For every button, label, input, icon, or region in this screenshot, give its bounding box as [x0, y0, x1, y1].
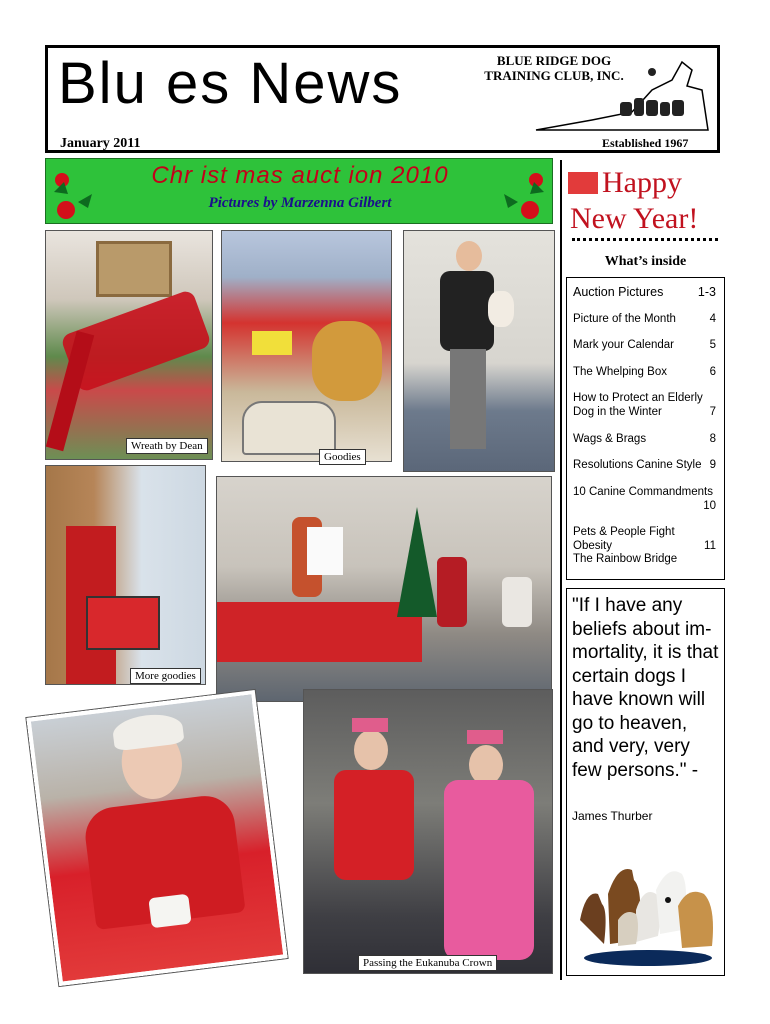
toc-title: Picture of the Month	[573, 313, 676, 325]
photo-wreath	[45, 230, 213, 460]
toc-title: Mark your Calendar	[573, 339, 674, 351]
dotted-separator	[572, 238, 718, 241]
dogs-group-icon	[574, 850, 722, 970]
toc-item	[573, 338, 716, 352]
toc-item	[573, 432, 716, 446]
caption-goodies: Goodies	[319, 449, 366, 465]
toc-page: 4	[709, 313, 716, 325]
toc-page: 6	[709, 366, 716, 378]
toc-item	[573, 485, 716, 513]
column-divider	[560, 160, 562, 980]
toc-page: 11	[704, 540, 716, 552]
toc-title: Resolutions Canine Style	[573, 459, 702, 471]
toc-page: 1-3	[697, 285, 716, 299]
toc-item	[573, 312, 716, 326]
quote-author: James Thurber	[572, 809, 653, 823]
toc-title: The Rainbow Bridge	[573, 553, 678, 565]
toc-title: Pets & People Fight Obesity	[573, 526, 675, 552]
quote-text: "If I have any beliefs about im-mortality, it is that certain dogs I have known will go to heaven, and very, very few persons." -	[572, 595, 719, 781]
photo-woman-with-toy	[403, 230, 555, 472]
toc-item	[573, 365, 716, 379]
photo-older-woman	[26, 690, 287, 986]
toc-page: 10	[703, 500, 716, 512]
new-year-text: Happy	[602, 166, 682, 199]
toc-item	[573, 525, 716, 553]
happy-new-year-graphic	[566, 164, 722, 236]
toc-item	[573, 391, 716, 419]
caption-more-goodies: More goodies	[130, 668, 201, 684]
caption-wreath: Wreath by Dean	[126, 438, 208, 454]
svg-text:New Year!: New Year!	[570, 202, 699, 235]
table-of-contents	[566, 277, 725, 580]
toc-page: 7	[709, 406, 716, 418]
toc-item	[573, 285, 716, 299]
toc-title: 10 Canine Commandments	[573, 486, 713, 498]
photo-goodies	[221, 230, 392, 462]
toc-title: Wags & Brags	[573, 433, 647, 445]
photo-eukanuba-crown	[303, 689, 553, 974]
toc-title: The Whelping Box	[573, 366, 667, 378]
newsletter-title: Blu es News	[58, 51, 403, 116]
toc-title: How to Protect an Elderly Dog in the Winter	[573, 392, 703, 418]
caption-crown: Passing the Eukanuba Crown	[358, 955, 497, 971]
established-label: Established 1967	[602, 136, 689, 150]
whats-inside-heading: What’s inside	[604, 254, 687, 269]
toc-title: Auction Pictures	[573, 285, 664, 299]
toc-page: 5	[709, 339, 716, 351]
issue-date: January 2011	[60, 136, 141, 151]
photo-auction-room	[216, 476, 552, 702]
holly-left-icon	[48, 162, 108, 222]
club-name: BLUE RIDGE DOG TRAINING CLUB, INC.	[484, 53, 624, 83]
photo-more-goodies	[45, 465, 206, 685]
toc-item	[573, 552, 716, 566]
toc-page: 8	[709, 433, 716, 445]
toc-page: 9	[709, 459, 716, 471]
toc-item	[573, 458, 716, 472]
banner-title: Chr ist mas auct ion 2010	[151, 162, 449, 189]
banner-subtitle: Pictures by Marzenna Gilbert	[208, 195, 392, 211]
